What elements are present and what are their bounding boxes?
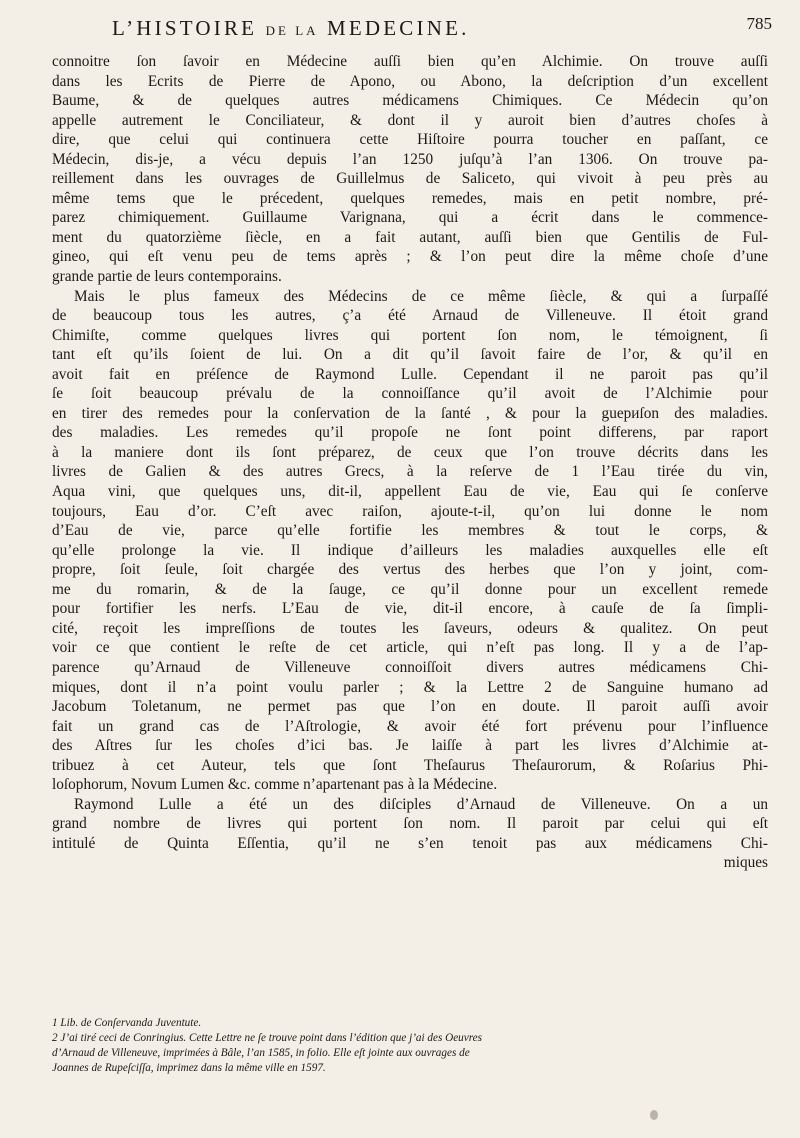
page-header bbox=[112, 16, 772, 50]
text-line: toujours, Eau d’or. C’eſt avec raiſon, ajoute-t-il, qu’on lui donne le nom bbox=[52, 502, 768, 520]
text-line: d’Eau de vie, parce qu’elle fortifie les membres & tout le corps, & bbox=[52, 522, 768, 540]
ink-smudge bbox=[650, 1110, 658, 1120]
text-line: propre, ſoit ſeule, ſoit chargée des vertus des herbes que l’on y joint, com- bbox=[52, 561, 768, 579]
text-line: tant eſt qu’ils ſoient de lui. On a dit qu’il ſavoit faire de l’or, & qu’il en bbox=[52, 346, 768, 364]
text-line: Médecin, dis-je, a vécu depuis l’an 1250 juſqu’à l’an 1306. On trouve pa- bbox=[52, 150, 768, 168]
footnote-1: 1 Lib. de Conſervanda Juventute. bbox=[52, 1017, 202, 1029]
text-line: grand nombre de livres qui portent ſon nom. Il paroit par celui qui eſt bbox=[52, 815, 768, 833]
text-line: pour fortifier les nerfs. L’Eau de vie, dit-il encore, à cauſe de ſa ſimpli- bbox=[52, 600, 768, 618]
text-line: en tirer des remedes pour la conſervation de la ſanté , & pour la guериſon des maladies. bbox=[52, 404, 768, 422]
text-line: Mais le plus fameux des Médecins de ce même ſiècle, & qui a ſurpaſſé bbox=[74, 287, 768, 305]
text-line: connoitre ſon ſavoir en Médecine auſſi bien qu’en Alchimie. On trouve auſſi bbox=[52, 53, 768, 70]
text-line: parence qu’Arnaud de Villeneuve connoiſſoit divers autres médicamens Chi- bbox=[52, 658, 768, 676]
running-head bbox=[112, 16, 470, 41]
text-line: grande partie de leurs contemporains. bbox=[52, 268, 282, 286]
text-line: ſe ſoit beaucoup prévalu de la connoiſſance qu’il avoit de l’Alchimie pour bbox=[52, 385, 768, 403]
text-line: Chimiſte, comme quelques livres qui portent ſon nom, le témoignent, ſi bbox=[52, 326, 768, 344]
footnote-2-line-1: 2 J’ai tiré ceci de Conringius. Cette Lettre ne ſe trouve point dans l’édition que j’ai des Oeuvres bbox=[52, 1032, 483, 1044]
text-line: dire, que celui qui continuera cette Hiſtoire pourra toucher en paſſant, ce bbox=[52, 131, 768, 149]
text-line: cité, reçoit les impreſſions de toutes les ſaveurs, odeurs & qualitez. On peut bbox=[52, 619, 768, 637]
text-line: Jacobum Toletanum, ne permet pas que l’on en doute. Il paroit auſſi avoir bbox=[52, 698, 768, 716]
text-line: Baume, & de quelques autres médicamens Chimiques. Ce Médecin qu’on bbox=[52, 92, 768, 110]
text-line: parez chimiquement. Guillaume Varignana, qui a écrit dans le commence- bbox=[52, 209, 768, 227]
footnotes bbox=[52, 1016, 768, 1076]
text-line: avoit fait en préſence de Raymond Lulle. Cependant il ne paroit pas qu’il bbox=[52, 365, 768, 383]
body-text bbox=[52, 52, 768, 873]
text-line: Aqua vini, que quelques uns, dit-il, appellent Eau de vie, Eau qui ſe conſerve bbox=[52, 483, 768, 501]
text-line: intitulé de Quinta Eſſentia, qu’il ne s’en tenoit pas aux médicamens Chi- bbox=[52, 834, 768, 852]
text-line: des Aſtres ſur les choſes d’ici bas. Je laiſſe à part les livres d’Alchimie at- bbox=[52, 737, 768, 755]
running-head-de-la: DE LA bbox=[265, 23, 319, 38]
text-line: reillement dans les ouvrages de Guillelmus de Saliceto, qui vivoit à peu près au bbox=[52, 170, 768, 188]
running-head-histoire: L’HISTOIRE bbox=[112, 16, 258, 40]
text-line: Raymond Lulle a été un des diſciples d’Arnaud de Villeneuve. On a un bbox=[74, 795, 768, 813]
text-line: même tems que le précedent, quelques remedes, mais en petit nombre, pré- bbox=[52, 189, 768, 207]
text-line: miques bbox=[723, 854, 768, 872]
text-line: loſophorum, Novum Lumen &c. comme n’apartenant pas à la Médecine. bbox=[52, 776, 498, 794]
text-line: livres de Galien & des autres Grecs, à la reſerve de 1 l’Eau tirée du vin, bbox=[52, 463, 768, 481]
text-line: à la maniere dont ils ſont préparez, de ceux que l’on trouve décrits dans les bbox=[52, 443, 768, 461]
page-number: 785 bbox=[746, 14, 772, 33]
text-line: voir ce que contient le reſte de cet article, qui n’eſt pas long. Il y a de l’ap- bbox=[52, 639, 768, 657]
text-line: ment du quatorzième ſiècle, en a fait autant, auſſi bien que Gentilis de Ful- bbox=[52, 228, 768, 246]
text-line: dans les Ecrits de Pierre de Apono, ou Abono, la deſcription d’un excellent bbox=[52, 72, 768, 90]
running-head-medecine: MEDECINE. bbox=[327, 16, 470, 40]
text-line: gineo, qui eſt venu peu de tems après ; & l’on peut dire la même choſe d’une bbox=[52, 248, 768, 266]
text-line: appelle autrement le Conciliateur, & dont il y auroit bien d’autres choſes à bbox=[52, 111, 768, 129]
text-line: qu’elle prolonge la vie. Il indique d’ailleurs les maladies auxquelles elle eſt bbox=[52, 541, 768, 559]
text-line: me du romarin, & de la ſauge, ce qu’il donne pour un excellent remede bbox=[52, 580, 768, 598]
text-line: de beaucoup tous les autres, ç’a été Arnaud de Villeneuve. Il étoit grand bbox=[52, 307, 768, 325]
text-line: des maladies. Les remedes qu’il propoſe ne ſont point differens, par raport bbox=[52, 424, 768, 442]
footnote-2-line-3: Joannes de Rupeſciſſa, imprimez dans la même ville en 1597. bbox=[52, 1062, 326, 1074]
text-line: fait un grand cas de l’Aſtrologie, & avoir été fort prévenu pour l’influence bbox=[52, 717, 768, 735]
text-line: tribuez à cet Auteur, tels que ſont Theſaurus Theſaurorum, & Roſarius Phi- bbox=[52, 756, 768, 774]
footnote-2-line-2: d’Arnaud de Villeneuve, imprimées à Bâle, l’an 1585, in folio. Elle eſt jointe aux ouvrages de bbox=[52, 1047, 470, 1059]
text-line: miques, dont il n’a point voulu parler ; & la Lettre 2 de Sanguine humano ad bbox=[52, 678, 768, 696]
